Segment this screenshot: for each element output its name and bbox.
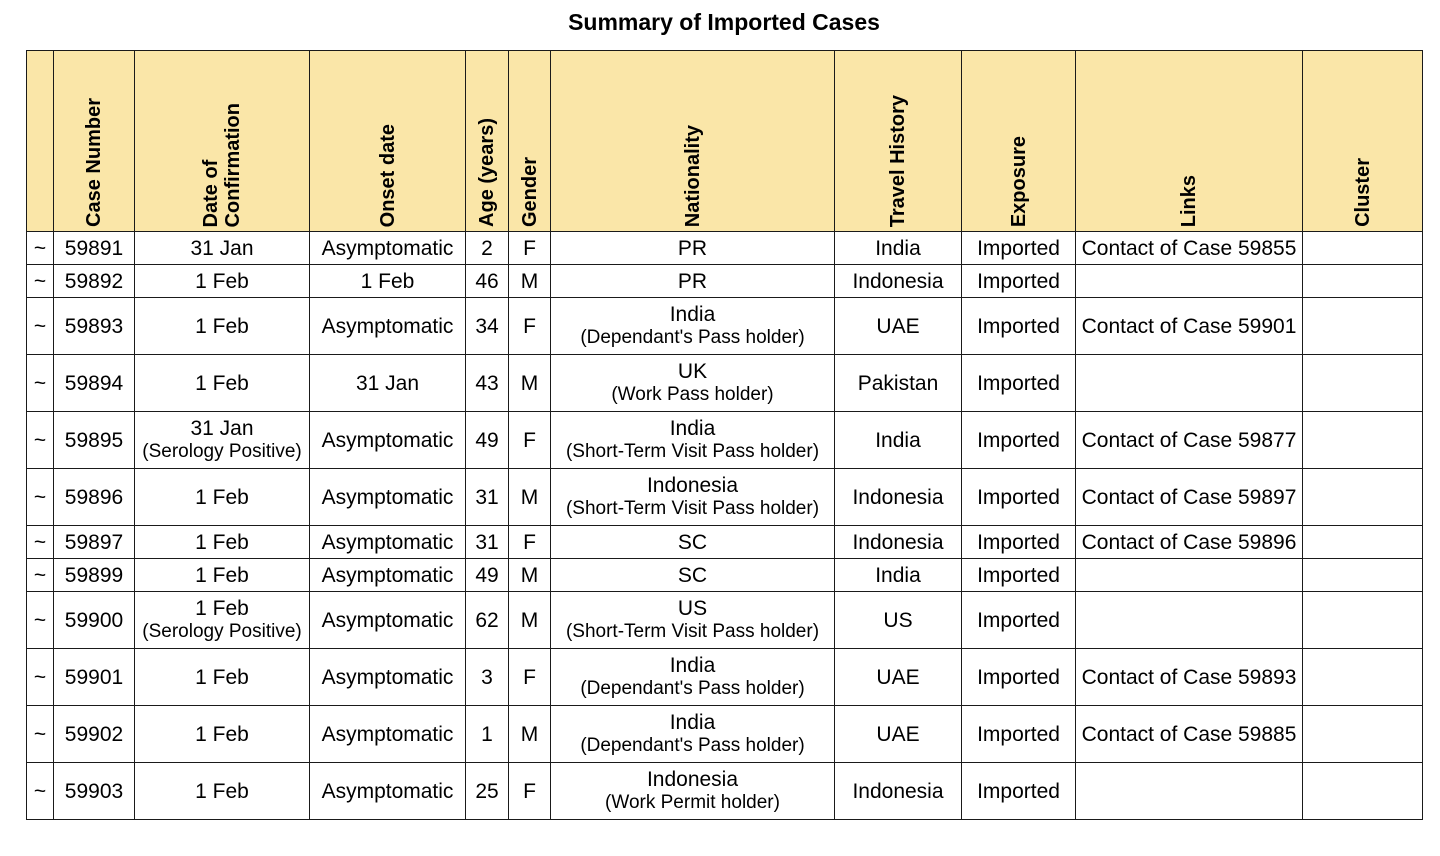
date-of-confirmation-cell: 1 Feb <box>135 559 310 592</box>
exposure-cell: Imported <box>962 706 1076 763</box>
nationality-cell: Indonesia (Work Permit holder) <box>551 763 835 820</box>
case-number-cell: 59892 <box>54 265 135 298</box>
case-number-cell: 59893 <box>54 298 135 355</box>
case-number-cell: 59903 <box>54 763 135 820</box>
header-nationality: Nationality <box>551 51 835 232</box>
case-number-cell: 59897 <box>54 526 135 559</box>
age-cell: 49 <box>466 412 509 469</box>
nationality-cell: UK (Work Pass holder) <box>551 355 835 412</box>
nationality-cell: PR <box>551 265 835 298</box>
cluster-cell <box>1303 298 1423 355</box>
case-number-cell: 59902 <box>54 706 135 763</box>
cluster-cell <box>1303 526 1423 559</box>
date-of-confirmation-cell: 1 Feb <box>135 706 310 763</box>
travel-history-cell: UAE <box>835 649 962 706</box>
table-row <box>27 559 1423 592</box>
cluster-cell <box>1303 355 1423 412</box>
row-marker: ~ <box>27 265 54 298</box>
nationality-cell: India (Short-Term Visit Pass holder) <box>551 412 835 469</box>
case-number-cell: 59896 <box>54 469 135 526</box>
exposure-cell: Imported <box>962 469 1076 526</box>
date-of-confirmation-cell: 1 Feb <box>135 265 310 298</box>
links-cell <box>1076 355 1303 412</box>
links-cell: Contact of Case 59885 <box>1076 706 1303 763</box>
cluster-cell <box>1303 412 1423 469</box>
case-number-cell: 59895 <box>54 412 135 469</box>
links-cell: Contact of Case 59901 <box>1076 298 1303 355</box>
cluster-cell <box>1303 649 1423 706</box>
header-cluster: Cluster <box>1303 51 1423 232</box>
exposure-cell: Imported <box>962 355 1076 412</box>
row-marker: ~ <box>27 559 54 592</box>
gender-cell: M <box>509 469 551 526</box>
exposure-cell: Imported <box>962 763 1076 820</box>
onset-date-cell: Asymptomatic <box>310 232 466 265</box>
table-row <box>27 298 1423 355</box>
header-links: Links <box>1076 51 1303 232</box>
table-row <box>27 763 1423 820</box>
cluster-cell <box>1303 592 1423 649</box>
exposure-cell: Imported <box>962 592 1076 649</box>
cluster-cell <box>1303 232 1423 265</box>
age-cell: 25 <box>466 763 509 820</box>
gender-cell: F <box>509 763 551 820</box>
gender-cell: F <box>509 526 551 559</box>
table-row <box>27 469 1423 526</box>
travel-history-cell: Indonesia <box>835 526 962 559</box>
travel-history-cell: US <box>835 592 962 649</box>
links-cell: Contact of Case 59897 <box>1076 469 1303 526</box>
date-of-confirmation-cell: 1 Feb <box>135 763 310 820</box>
gender-cell: M <box>509 355 551 412</box>
row-marker: ~ <box>27 763 54 820</box>
travel-history-cell: Indonesia <box>835 265 962 298</box>
onset-date-cell: Asymptomatic <box>310 706 466 763</box>
onset-date-cell: Asymptomatic <box>310 559 466 592</box>
header-exposure: Exposure <box>962 51 1076 232</box>
age-cell: 1 <box>466 706 509 763</box>
gender-cell: F <box>509 412 551 469</box>
age-cell: 43 <box>466 355 509 412</box>
travel-history-cell: India <box>835 412 962 469</box>
onset-date-cell: Asymptomatic <box>310 649 466 706</box>
row-marker: ~ <box>27 649 54 706</box>
case-number-cell: 59899 <box>54 559 135 592</box>
row-marker: ~ <box>27 469 54 526</box>
links-cell: Contact of Case 59893 <box>1076 649 1303 706</box>
date-of-confirmation-cell: 1 Feb (Serology Positive) <box>135 592 310 649</box>
table-row <box>27 706 1423 763</box>
nationality-cell: Indonesia (Short-Term Visit Pass holder) <box>551 469 835 526</box>
nationality-cell: India (Dependant's Pass holder) <box>551 706 835 763</box>
header-date-of-confirmation: Date of Confirmation <box>135 51 310 232</box>
nationality-cell: PR <box>551 232 835 265</box>
gender-cell: F <box>509 232 551 265</box>
date-of-confirmation-cell: 1 Feb <box>135 469 310 526</box>
case-number-cell: 59894 <box>54 355 135 412</box>
row-marker: ~ <box>27 526 54 559</box>
age-cell: 34 <box>466 298 509 355</box>
date-of-confirmation-cell: 1 Feb <box>135 649 310 706</box>
age-cell: 2 <box>466 232 509 265</box>
gender-cell: F <box>509 298 551 355</box>
nationality-cell: SC <box>551 526 835 559</box>
links-cell: Contact of Case 59877 <box>1076 412 1303 469</box>
travel-history-cell: India <box>835 232 962 265</box>
exposure-cell: Imported <box>962 412 1076 469</box>
table-row <box>27 355 1423 412</box>
cluster-cell <box>1303 706 1423 763</box>
travel-history-cell: Pakistan <box>835 355 962 412</box>
gender-cell: M <box>509 265 551 298</box>
exposure-cell: Imported <box>962 559 1076 592</box>
table-row <box>27 412 1423 469</box>
onset-date-cell: Asymptomatic <box>310 592 466 649</box>
row-marker: ~ <box>27 412 54 469</box>
row-marker: ~ <box>27 355 54 412</box>
table-row <box>27 526 1423 559</box>
case-number-cell: 59891 <box>54 232 135 265</box>
table-row <box>27 265 1423 298</box>
header-row <box>27 51 1423 232</box>
links-cell <box>1076 592 1303 649</box>
age-cell: 31 <box>466 469 509 526</box>
page-title: Summary of Imported Cases <box>568 9 880 35</box>
cluster-cell <box>1303 559 1423 592</box>
onset-date-cell: 1 Feb <box>310 265 466 298</box>
nationality-cell: India (Dependant's Pass holder) <box>551 649 835 706</box>
cluster-cell <box>1303 469 1423 526</box>
exposure-cell: Imported <box>962 232 1076 265</box>
onset-date-cell: Asymptomatic <box>310 526 466 559</box>
header-gender: Gender <box>509 51 551 232</box>
gender-cell: M <box>509 592 551 649</box>
exposure-cell: Imported <box>962 526 1076 559</box>
date-of-confirmation-cell: 1 Feb <box>135 355 310 412</box>
links-cell: Contact of Case 59855 <box>1076 232 1303 265</box>
links-cell <box>1076 559 1303 592</box>
date-of-confirmation-cell: 31 Jan <box>135 232 310 265</box>
age-cell: 49 <box>466 559 509 592</box>
case-number-cell: 59900 <box>54 592 135 649</box>
header-travel-history: Travel History <box>835 51 962 232</box>
nationality-cell: India (Dependant's Pass holder) <box>551 298 835 355</box>
header-marker <box>27 51 54 232</box>
exposure-cell: Imported <box>962 649 1076 706</box>
gender-cell: F <box>509 649 551 706</box>
onset-date-cell: Asymptomatic <box>310 412 466 469</box>
links-cell <box>1076 265 1303 298</box>
imported-cases-table <box>26 50 1423 820</box>
row-marker: ~ <box>27 706 54 763</box>
onset-date-cell: Asymptomatic <box>310 763 466 820</box>
header-case-number: Case Number <box>54 51 135 232</box>
table-row <box>27 592 1423 649</box>
row-marker: ~ <box>27 232 54 265</box>
links-cell <box>1076 763 1303 820</box>
onset-date-cell: Asymptomatic <box>310 298 466 355</box>
date-of-confirmation-cell: 31 Jan (Serology Positive) <box>135 412 310 469</box>
age-cell: 3 <box>466 649 509 706</box>
age-cell: 31 <box>466 526 509 559</box>
travel-history-cell: UAE <box>835 298 962 355</box>
header-onset-date: Onset date <box>310 51 466 232</box>
onset-date-cell: Asymptomatic <box>310 469 466 526</box>
travel-history-cell: UAE <box>835 706 962 763</box>
nationality-cell: SC <box>551 559 835 592</box>
gender-cell: M <box>509 706 551 763</box>
table-row <box>27 649 1423 706</box>
onset-date-cell: 31 Jan <box>310 355 466 412</box>
header-age: Age (years) <box>466 51 509 232</box>
travel-history-cell: Indonesia <box>835 763 962 820</box>
gender-cell: M <box>509 559 551 592</box>
table-row <box>27 232 1423 265</box>
age-cell: 62 <box>466 592 509 649</box>
date-of-confirmation-cell: 1 Feb <box>135 526 310 559</box>
travel-history-cell: India <box>835 559 962 592</box>
age-cell: 46 <box>466 265 509 298</box>
row-marker: ~ <box>27 298 54 355</box>
cluster-cell <box>1303 763 1423 820</box>
row-marker: ~ <box>27 592 54 649</box>
nationality-cell: US (Short-Term Visit Pass holder) <box>551 592 835 649</box>
links-cell: Contact of Case 59896 <box>1076 526 1303 559</box>
date-of-confirmation-cell: 1 Feb <box>135 298 310 355</box>
exposure-cell: Imported <box>962 298 1076 355</box>
exposure-cell: Imported <box>962 265 1076 298</box>
cluster-cell <box>1303 265 1423 298</box>
case-number-cell: 59901 <box>54 649 135 706</box>
travel-history-cell: Indonesia <box>835 469 962 526</box>
